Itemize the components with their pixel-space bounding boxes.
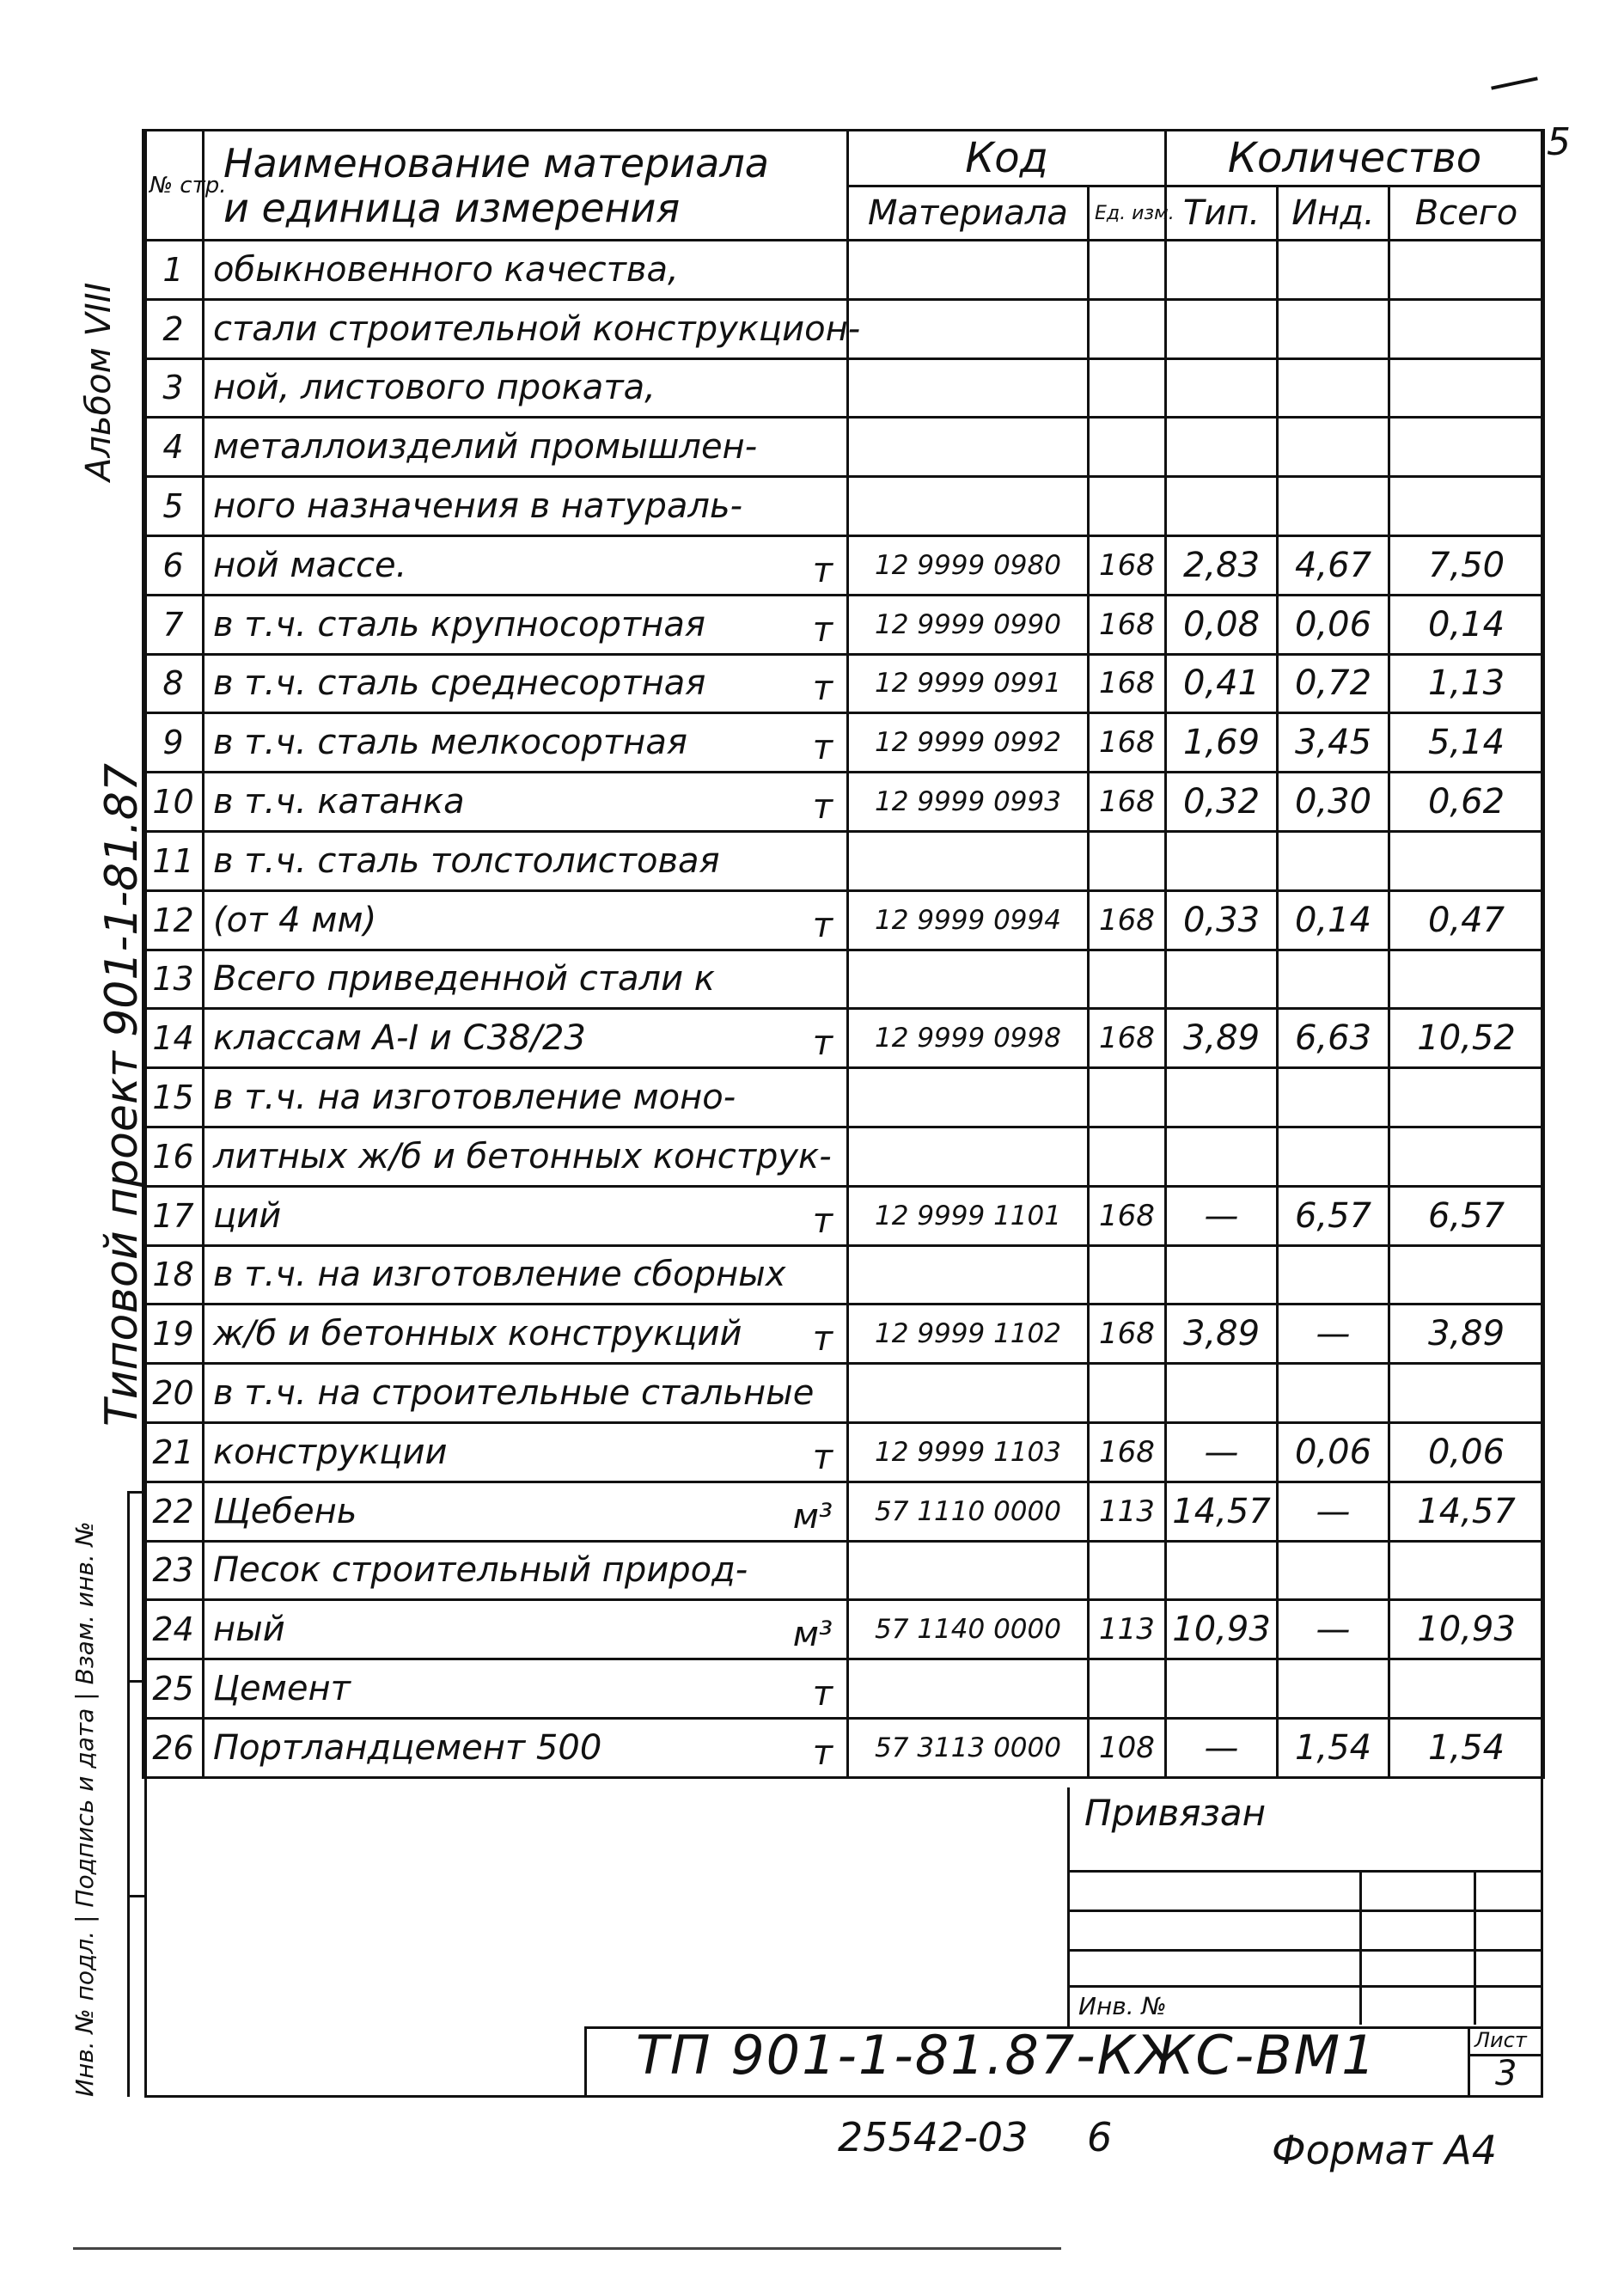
row-number: 22 xyxy=(143,1482,204,1541)
table-row xyxy=(143,950,1544,1009)
material-name: ной, листового проката, xyxy=(213,368,656,408)
table-row xyxy=(143,241,1544,300)
material-code: 12 9999 0993 xyxy=(848,773,1089,832)
material-code: 12 9999 0980 xyxy=(848,535,1089,595)
table-row xyxy=(143,1245,1544,1305)
row-number: 15 xyxy=(143,1068,204,1127)
table-row xyxy=(143,713,1544,773)
individual-quantity: 1,54 xyxy=(1278,1718,1389,1777)
material-name: в т.ч. сталь мелкосортная xyxy=(213,723,687,763)
material-name: Щебень xyxy=(213,1491,357,1531)
inventory-label: Инв. № xyxy=(1078,1992,1167,2020)
sheet-box-left-line xyxy=(1468,2026,1470,2095)
material-name: Песок строительный природ- xyxy=(213,1550,748,1591)
material-name-cell xyxy=(204,713,848,773)
header-total: Всего xyxy=(1389,186,1544,241)
material-code: 57 1140 0000 xyxy=(848,1600,1089,1659)
table-row xyxy=(143,595,1544,654)
typical-quantity xyxy=(1166,241,1278,300)
typical-quantity: 3,89 xyxy=(1166,1305,1278,1364)
typical-quantity xyxy=(1166,1245,1278,1305)
unit-code xyxy=(1089,1659,1166,1719)
individual-quantity xyxy=(1278,418,1389,477)
total-quantity xyxy=(1389,950,1544,1009)
table-row xyxy=(143,1305,1544,1364)
typical-quantity xyxy=(1166,831,1278,890)
material-code xyxy=(848,1068,1089,1127)
individual-quantity xyxy=(1278,358,1389,418)
unit-code xyxy=(1089,477,1166,536)
total-quantity: 0,47 xyxy=(1389,890,1544,950)
material-unit: т xyxy=(812,669,833,709)
material-code xyxy=(848,418,1089,477)
row-number: 23 xyxy=(143,1541,204,1600)
individual-quantity xyxy=(1278,241,1389,300)
material-code: 12 9999 1102 xyxy=(848,1305,1089,1364)
total-quantity xyxy=(1389,241,1544,300)
row-number: 3 xyxy=(143,358,204,418)
individual-quantity: 4,67 xyxy=(1278,535,1389,595)
typical-quantity xyxy=(1166,299,1278,358)
table-row xyxy=(143,358,1544,418)
header-quantity-group: Количество xyxy=(1166,131,1544,186)
table-row xyxy=(143,1127,1544,1186)
individual-quantity: — xyxy=(1278,1305,1389,1364)
unit-code: 168 xyxy=(1089,890,1166,950)
total-quantity: 14,57 xyxy=(1389,1482,1544,1541)
row-number: 25 xyxy=(143,1659,204,1719)
total-quantity: 0,14 xyxy=(1389,595,1544,654)
unit-code: 168 xyxy=(1089,713,1166,773)
material-name-cell xyxy=(204,535,848,595)
material-name: в т.ч. сталь среднесортная xyxy=(213,663,706,704)
unit-code: 113 xyxy=(1089,1482,1166,1541)
material-name: Всего приведенной стали к xyxy=(213,959,715,999)
table-row xyxy=(143,1482,1544,1541)
material-name-cell xyxy=(204,1600,848,1659)
material-code xyxy=(848,1364,1089,1423)
typical-quantity: 2,83 xyxy=(1166,535,1278,595)
unit-code xyxy=(1089,831,1166,890)
individual-quantity: 3,45 xyxy=(1278,713,1389,773)
title-block-row-3 xyxy=(1067,1949,1542,1952)
individual-quantity: 0,72 xyxy=(1278,654,1389,713)
title-block-row-2 xyxy=(1067,1909,1542,1912)
material-name-cell xyxy=(204,1186,848,1245)
material-name: ций xyxy=(213,1195,282,1236)
unit-code: 108 xyxy=(1089,1718,1166,1777)
material-code: 12 9999 0992 xyxy=(848,713,1089,773)
format-label: Формат А4 xyxy=(1272,2127,1497,2173)
individual-quantity xyxy=(1278,950,1389,1009)
typical-quantity xyxy=(1166,1068,1278,1127)
bottom-rule xyxy=(73,2247,1061,2250)
material-name: ж/б и бетонных конструкций xyxy=(213,1314,742,1354)
row-number: 9 xyxy=(143,713,204,773)
table-row xyxy=(143,654,1544,713)
total-quantity xyxy=(1389,477,1544,536)
material-code xyxy=(848,241,1089,300)
individual-quantity xyxy=(1278,1659,1389,1719)
row-number: 20 xyxy=(143,1364,204,1423)
row-number: 13 xyxy=(143,950,204,1009)
row-number: 21 xyxy=(143,1422,204,1482)
row-number: 5 xyxy=(143,477,204,536)
total-quantity xyxy=(1389,1127,1544,1186)
row-number: 1 xyxy=(143,241,204,300)
typical-quantity: — xyxy=(1166,1718,1278,1777)
material-name: в т.ч. на строительные стальные xyxy=(213,1373,815,1414)
typical-quantity xyxy=(1166,1541,1278,1600)
total-quantity xyxy=(1389,1245,1544,1305)
unit-code xyxy=(1089,418,1166,477)
row-number: 8 xyxy=(143,654,204,713)
individual-quantity xyxy=(1278,477,1389,536)
row-number: 12 xyxy=(143,890,204,950)
material-name-cell xyxy=(204,1245,848,1305)
material-name: классам А-I и С38/23 xyxy=(213,1018,586,1059)
row-number: 24 xyxy=(143,1600,204,1659)
typical-quantity: 10,93 xyxy=(1166,1600,1278,1659)
table-row xyxy=(143,1541,1544,1600)
material-name-cell xyxy=(204,1068,848,1127)
typical-quantity xyxy=(1166,950,1278,1009)
archive-number: 25542-03 xyxy=(838,2114,1029,2160)
material-name: металлоизделий промышлен- xyxy=(213,427,758,467)
sheet-number: 3 xyxy=(1495,2054,1517,2093)
material-name: в т.ч. сталь толстолистовая xyxy=(213,840,720,881)
title-block-row-1 xyxy=(1067,1870,1542,1873)
material-name: в т.ч. сталь крупносортная xyxy=(213,604,705,645)
total-quantity: 6,57 xyxy=(1389,1186,1544,1245)
total-quantity: 0,62 xyxy=(1389,773,1544,832)
unit-code xyxy=(1089,950,1166,1009)
total-quantity: 10,52 xyxy=(1389,1009,1544,1068)
unit-code xyxy=(1089,1127,1166,1186)
table-row xyxy=(143,1659,1544,1719)
material-code: 12 9999 0991 xyxy=(848,654,1089,713)
material-name-cell xyxy=(204,1718,848,1777)
typical-quantity: 0,33 xyxy=(1166,890,1278,950)
individual-quantity: 0,06 xyxy=(1278,595,1389,654)
material-unit: т xyxy=(812,609,833,650)
table-row xyxy=(143,831,1544,890)
typical-quantity xyxy=(1166,1659,1278,1719)
material-unit: т xyxy=(812,786,833,827)
material-name-cell xyxy=(204,831,848,890)
total-quantity: 0,06 xyxy=(1389,1422,1544,1482)
header-code-group: Код xyxy=(848,131,1166,186)
unit-code: 168 xyxy=(1089,1186,1166,1245)
total-quantity xyxy=(1389,358,1544,418)
material-unit: т xyxy=(812,1201,833,1241)
unit-code xyxy=(1089,358,1166,418)
total-quantity xyxy=(1389,299,1544,358)
table-row xyxy=(143,477,1544,536)
document-code: ТП 901-1-81.87-КЖС-ВМ1 xyxy=(636,2024,1377,2087)
project-label: Типовой проект 901-1-81.87 xyxy=(96,763,148,1427)
stamp-divider-3 xyxy=(127,1895,146,1897)
typical-quantity: 14,57 xyxy=(1166,1482,1278,1541)
material-unit: т xyxy=(812,728,833,768)
title-block-row-4 xyxy=(1067,1985,1542,1988)
row-number: 11 xyxy=(143,831,204,890)
individual-quantity: 0,14 xyxy=(1278,890,1389,950)
row-number: 6 xyxy=(143,535,204,595)
material-name: Портландцемент 500 xyxy=(213,1727,602,1768)
material-name-cell xyxy=(204,654,848,713)
table-row xyxy=(143,1718,1544,1777)
individual-quantity: 0,30 xyxy=(1278,773,1389,832)
material-code xyxy=(848,1127,1089,1186)
individual-quantity xyxy=(1278,831,1389,890)
typical-quantity xyxy=(1166,1364,1278,1423)
row-number: 18 xyxy=(143,1245,204,1305)
material-name-cell xyxy=(204,477,848,536)
typical-quantity xyxy=(1166,358,1278,418)
table-row xyxy=(143,1600,1544,1659)
individual-quantity: 6,57 xyxy=(1278,1186,1389,1245)
individual-quantity: 0,06 xyxy=(1278,1422,1389,1482)
individual-quantity xyxy=(1278,1068,1389,1127)
row-number: 17 xyxy=(143,1186,204,1245)
material-name: Цемент xyxy=(213,1669,351,1709)
unit-code: 168 xyxy=(1089,773,1166,832)
material-name-cell xyxy=(204,595,848,654)
table-row xyxy=(143,299,1544,358)
table-row xyxy=(143,773,1544,832)
unit-code xyxy=(1089,299,1166,358)
typical-quantity xyxy=(1166,1127,1278,1186)
material-name: литных ж/б и бетонных конструк- xyxy=(213,1136,832,1176)
typical-quantity: — xyxy=(1166,1422,1278,1482)
material-name-cell xyxy=(204,773,848,832)
unit-code xyxy=(1089,241,1166,300)
unit-code xyxy=(1089,1245,1166,1305)
privyazan-label: Привязан xyxy=(1084,1792,1267,1834)
table-row xyxy=(143,1186,1544,1245)
unit-code: 168 xyxy=(1089,535,1166,595)
material-unit: м³ xyxy=(792,1615,833,1655)
unit-code xyxy=(1089,1364,1166,1423)
material-name: в т.ч. на изготовление моно- xyxy=(213,1078,736,1118)
header-unit-code: Ед. изм. xyxy=(1089,186,1166,241)
title-block-col-1 xyxy=(1359,1870,1362,2025)
material-name-cell xyxy=(204,1364,848,1423)
row-number: 19 xyxy=(143,1305,204,1364)
total-quantity xyxy=(1389,1659,1544,1719)
material-name: в т.ч. на изготовление сборных xyxy=(213,1255,786,1295)
materials-table-body xyxy=(143,241,1544,1778)
unit-code xyxy=(1089,1541,1166,1600)
individual-quantity: 6,63 xyxy=(1278,1009,1389,1068)
material-code xyxy=(848,1541,1089,1600)
material-code xyxy=(848,1659,1089,1719)
table-row xyxy=(143,1009,1544,1068)
total-quantity xyxy=(1389,1541,1544,1600)
individual-quantity xyxy=(1278,1541,1389,1600)
typical-quantity: 0,32 xyxy=(1166,773,1278,832)
title-block-left-line xyxy=(1067,1787,1070,2028)
material-code: 57 1110 0000 xyxy=(848,1482,1089,1541)
material-name: обыкновенного качества, xyxy=(213,249,679,290)
stamp-label: Инв. № подл. | Подпись и дата | Взам. инв. № xyxy=(70,1521,99,2097)
header-row-number: № стр. xyxy=(143,131,204,241)
material-code xyxy=(848,477,1089,536)
material-code xyxy=(848,950,1089,1009)
typical-quantity: 3,89 xyxy=(1166,1009,1278,1068)
table-row xyxy=(143,418,1544,477)
doc-code-left-line xyxy=(584,2026,587,2095)
material-name-cell xyxy=(204,950,848,1009)
material-name-cell xyxy=(204,1482,848,1541)
material-name: в т.ч. катанка xyxy=(213,782,465,822)
material-name-cell xyxy=(204,1305,848,1364)
album-label: Альбом VIII xyxy=(79,282,119,481)
materials-table xyxy=(142,129,1545,1779)
material-name: ной массе. xyxy=(213,545,407,585)
total-quantity: 7,50 xyxy=(1389,535,1544,595)
total-quantity xyxy=(1389,1364,1544,1423)
unit-code: 168 xyxy=(1089,595,1166,654)
material-code: 12 9999 0998 xyxy=(848,1009,1089,1068)
material-name-cell xyxy=(204,1422,848,1482)
individual-quantity xyxy=(1278,1245,1389,1305)
material-name-cell xyxy=(204,890,848,950)
individual-quantity xyxy=(1278,299,1389,358)
unit-code: 168 xyxy=(1089,654,1166,713)
total-quantity: 10,93 xyxy=(1389,1600,1544,1659)
material-unit: т xyxy=(812,550,833,590)
sheet-mark: 5 xyxy=(1547,120,1571,164)
typical-quantity xyxy=(1166,477,1278,536)
material-name: конструкции xyxy=(213,1432,448,1472)
individual-quantity xyxy=(1278,1364,1389,1423)
material-name-cell xyxy=(204,241,848,300)
material-name: ного назначения в натураль- xyxy=(213,486,742,527)
material-code: 12 9999 0990 xyxy=(848,595,1089,654)
material-name-cell xyxy=(204,1127,848,1186)
material-name-cell xyxy=(204,418,848,477)
material-unit: т xyxy=(812,1732,833,1773)
row-number: 26 xyxy=(143,1718,204,1777)
table-row xyxy=(143,890,1544,950)
header-individual: Инд. xyxy=(1278,186,1389,241)
material-code: 12 9999 1103 xyxy=(848,1422,1089,1482)
table-row xyxy=(143,1364,1544,1423)
typical-quantity xyxy=(1166,418,1278,477)
material-name: стали строительной конструкцион- xyxy=(213,309,861,349)
page-number: 6 xyxy=(1087,2114,1113,2160)
material-unit: м³ xyxy=(792,1496,833,1537)
material-name-cell xyxy=(204,1541,848,1600)
material-unit: т xyxy=(812,905,833,945)
table-row xyxy=(143,1422,1544,1482)
typical-quantity: 0,08 xyxy=(1166,595,1278,654)
frame-bottom-line xyxy=(144,2095,1543,2098)
header-material-code: Материала xyxy=(848,186,1089,241)
row-number: 16 xyxy=(143,1127,204,1186)
unit-code: 168 xyxy=(1089,1422,1166,1482)
unit-code xyxy=(1089,1068,1166,1127)
material-name: ный xyxy=(213,1610,285,1650)
unit-code: 113 xyxy=(1089,1600,1166,1659)
material-unit: т xyxy=(812,1437,833,1477)
total-quantity xyxy=(1389,831,1544,890)
row-number: 2 xyxy=(143,299,204,358)
row-number: 14 xyxy=(143,1009,204,1068)
individual-quantity: — xyxy=(1278,1482,1389,1541)
material-name-cell xyxy=(204,1009,848,1068)
material-unit: т xyxy=(812,1023,833,1064)
total-quantity: 1,54 xyxy=(1389,1718,1544,1777)
material-code: 57 3113 0000 xyxy=(848,1718,1089,1777)
title-block-col-2 xyxy=(1474,1870,1476,2025)
header-material-name xyxy=(204,131,848,241)
corner-tick xyxy=(1491,76,1538,89)
material-unit: т xyxy=(812,1319,833,1360)
total-quantity: 5,14 xyxy=(1389,713,1544,773)
material-name: (от 4 мм) xyxy=(213,900,377,940)
row-number: 7 xyxy=(143,595,204,654)
row-number: 10 xyxy=(143,773,204,832)
material-code: 12 9999 0994 xyxy=(848,890,1089,950)
typical-quantity: 1,69 xyxy=(1166,713,1278,773)
table-row xyxy=(143,535,1544,595)
sheet-label: Лист xyxy=(1474,2028,1527,2052)
material-name-cell xyxy=(204,1659,848,1719)
individual-quantity xyxy=(1278,1127,1389,1186)
total-quantity: 3,89 xyxy=(1389,1305,1544,1364)
material-code xyxy=(848,831,1089,890)
material-code xyxy=(848,299,1089,358)
unit-code: 168 xyxy=(1089,1009,1166,1068)
header-name-line2: и единица измерения xyxy=(223,184,681,231)
individual-quantity: — xyxy=(1278,1600,1389,1659)
material-name-cell xyxy=(204,358,848,418)
total-quantity xyxy=(1389,1068,1544,1127)
material-name-cell xyxy=(204,299,861,358)
material-code: 12 9999 1101 xyxy=(848,1186,1089,1245)
total-quantity xyxy=(1389,418,1544,477)
table-row xyxy=(143,1068,1544,1127)
material-unit: т xyxy=(812,1673,833,1714)
stamp-column-line xyxy=(127,1491,130,2097)
total-quantity: 1,13 xyxy=(1389,654,1544,713)
material-code xyxy=(848,358,1089,418)
typical-quantity: — xyxy=(1166,1186,1278,1245)
header-name-line1: Наименование материала xyxy=(223,139,769,186)
row-number: 4 xyxy=(143,418,204,477)
header-typical: Тип. xyxy=(1166,186,1278,241)
unit-code: 168 xyxy=(1089,1305,1166,1364)
typical-quantity: 0,41 xyxy=(1166,654,1278,713)
material-code xyxy=(848,1245,1089,1305)
